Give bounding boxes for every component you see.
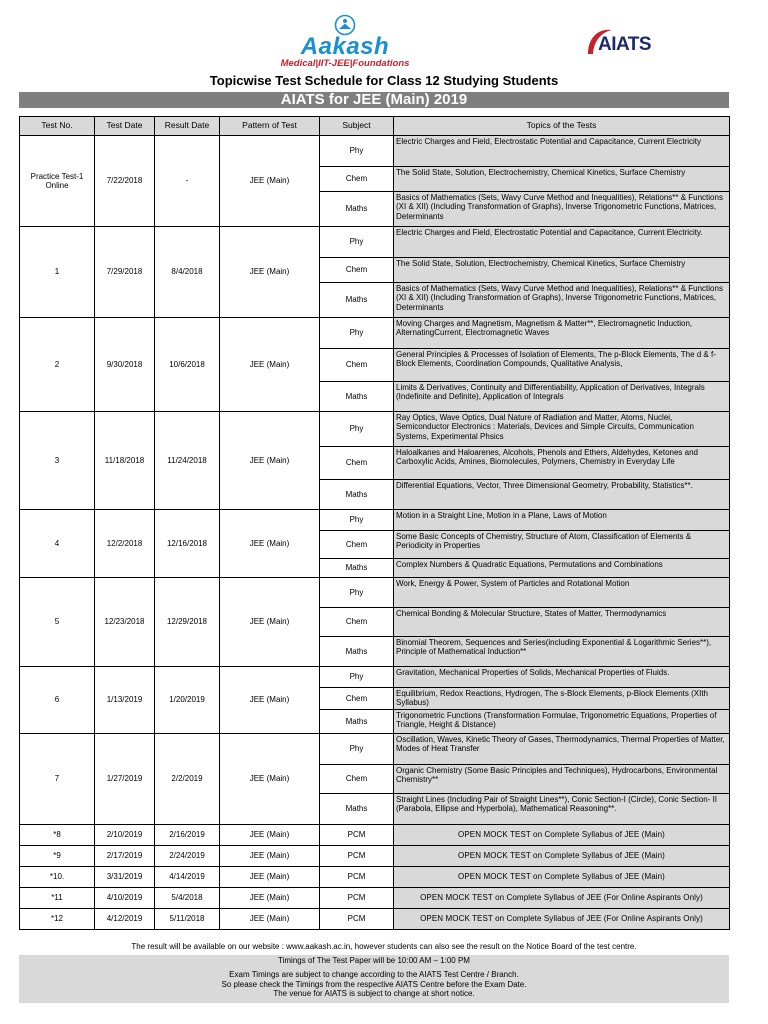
test-no-cell: *11 xyxy=(20,887,95,908)
topics-cell: Ray Optics, Wave Optics, Dual Nature of Radiation and Matter, Atoms, Nuclei, Semiconductor Electronics : Materials, Devices and Simple Circuits, Communication Systems, Experimental Phsics xyxy=(394,412,730,447)
subject-cell: Phy xyxy=(320,227,394,258)
result-date-cell: 8/4/2018 xyxy=(155,227,220,318)
aakash-tagline: Medical|IIT-JEE|Foundations xyxy=(280,58,410,69)
table-row xyxy=(20,845,730,866)
test-date-cell: 9/30/2018 xyxy=(95,318,155,412)
topics-cell: Oscillation, Waves, Kinetic Theory of Gases, Thermodynamics, Thermal Properties of Matter, Modes of Heat Transfer xyxy=(394,733,730,764)
subject-cell: PCM xyxy=(320,845,394,866)
subject-cell: Chem xyxy=(320,167,394,192)
test-date-cell: 12/2/2018 xyxy=(95,510,155,578)
subject-cell: PCM xyxy=(320,887,394,908)
topics-cell: Limits & Derivatives, Continuity and Differentiability, Application of Derivatives, Integrals (Indefinite and Definite), Application of Integrals xyxy=(394,382,730,412)
topics-cell: OPEN MOCK TEST on Complete Syllabus of JEE (Main) xyxy=(394,866,730,887)
topics-cell: Basics of Mathematics (Sets, Wavy Curve Method and Inequalities), Relations** & Functions (XI & XII) (Including Transformation of Graphs), Inverse Trigonometric Functions, Matrices, Determinants xyxy=(394,192,730,227)
test-no-cell: Practice Test-1 Online xyxy=(20,136,95,227)
schedule-banner: AIATS for JEE (Main) 2019 xyxy=(19,92,729,108)
test-date-cell: 12/23/2018 xyxy=(95,578,155,667)
result-date-cell: 12/29/2018 xyxy=(155,578,220,667)
result-date-cell: 10/6/2018 xyxy=(155,318,220,412)
result-date-cell: 2/16/2019 xyxy=(155,824,220,845)
aiats-wordmark: AIATS xyxy=(598,34,652,55)
table-row xyxy=(20,908,730,929)
test-date-cell: 1/13/2019 xyxy=(95,667,155,734)
test-no-cell: 2 xyxy=(20,318,95,412)
subject-cell: PCM xyxy=(320,908,394,929)
topics-cell: Work, Energy & Power, System of Particles and Rotational Motion xyxy=(394,578,730,608)
result-note: The result will be available on our website : www.aakash.ac.in, however students can also see the result on the Notice Board of the test centre. xyxy=(131,942,637,951)
subject-cell: PCM xyxy=(320,824,394,845)
table-row xyxy=(20,318,730,349)
test-no-cell: 7 xyxy=(20,733,95,824)
pattern-cell: JEE (Main) xyxy=(220,845,320,866)
schedule-table xyxy=(19,116,730,930)
subject-cell: Maths xyxy=(320,637,394,667)
topics-cell: Trigonometric Functions (Transformation Formulae, Trigonometric Equations, Properties of Triangle, Height & Distance) xyxy=(394,709,730,733)
table-header-row xyxy=(20,117,730,136)
test-date-cell: 2/17/2019 xyxy=(95,845,155,866)
table-row xyxy=(20,136,730,167)
result-date-cell: 2/24/2019 xyxy=(155,845,220,866)
subject-cell: Maths xyxy=(320,793,394,824)
pattern-cell: JEE (Main) xyxy=(220,908,320,929)
subject-cell: Chem xyxy=(320,688,394,710)
subject-cell: Chem xyxy=(320,531,394,559)
aakash-logo xyxy=(280,14,410,76)
topics-cell: Straight Lines (Including Pair of Straight Lines**), Conic Section-I (Circle), Conic Section- II (Parabola, Ellipse and Hyperbola), Mathematical Reasoning**. xyxy=(394,793,730,824)
pattern-cell: JEE (Main) xyxy=(220,227,320,318)
test-no-cell: 4 xyxy=(20,510,95,578)
disclaimer-line: The venue for AIATS is subject to change at short notice. xyxy=(273,989,475,998)
test-no-cell: 3 xyxy=(20,412,95,510)
subject-cell: PCM xyxy=(320,866,394,887)
topics-cell: Electric Charges and Field, Electrostatic Potential and Capacitance, Current Electricity. xyxy=(394,227,730,258)
result-date-cell: 5/4/2018 xyxy=(155,887,220,908)
result-date-cell: 1/20/2019 xyxy=(155,667,220,734)
topics-cell: Equilibrium, Redox Reactions, Hydrogen, The s-Block Elements, p-Block Elements (XIth Syllabus) xyxy=(394,688,730,710)
test-date-cell: 4/12/2019 xyxy=(95,908,155,929)
subject-cell: Phy xyxy=(320,510,394,531)
topics-cell: The Solid State, Solution, Electrochemistry, Chemical Kinetics, Surface Chemistry xyxy=(394,258,730,283)
table-row xyxy=(20,412,730,447)
test-date-cell: 11/18/2018 xyxy=(95,412,155,510)
topics-cell: Motion in a Straight Line, Motion in a Plane, Laws of Motion xyxy=(394,510,730,531)
aakash-emblem-icon xyxy=(334,14,356,36)
disclaimer-line: Exam Timings are subject to change according to the AIATS Test Centre / Branch. xyxy=(229,970,519,979)
subject-cell: Phy xyxy=(320,733,394,764)
pattern-cell: JEE (Main) xyxy=(220,318,320,412)
table-row xyxy=(20,510,730,531)
disclaimer xyxy=(19,967,729,1003)
result-date-cell: 11/24/2018 xyxy=(155,412,220,510)
pattern-cell: JEE (Main) xyxy=(220,667,320,734)
test-no-cell: *9 xyxy=(20,845,95,866)
topics-cell: Differential Equations, Vector, Three Dimensional Geometry, Probability, Statistics**. xyxy=(394,480,730,510)
subject-cell: Chem xyxy=(320,447,394,480)
topics-cell: Complex Numbers & Quadratic Equations, Permutations and Combinations xyxy=(394,559,730,578)
col-header-pattern: Pattern of Test xyxy=(220,117,320,136)
pattern-cell: JEE (Main) xyxy=(220,578,320,667)
topics-cell: Binomial Theorem, Sequences and Series(including Exponential & Logarithmic Series**), Principle of Mathematical Induction** xyxy=(394,637,730,667)
subject-cell: Phy xyxy=(320,578,394,608)
topics-cell: General Principles & Processes of Isolation of Elements, The p-Block Elements, The d & f- Block Elements, Coordination Compounds, Qualitative Analysis, xyxy=(394,349,730,382)
timing-note: Timings of The Test Paper will be 10:00 AM – 1:00 PM xyxy=(19,955,729,967)
topics-cell: OPEN MOCK TEST on Complete Syllabus of JEE (Main) xyxy=(394,845,730,866)
topics-cell: OPEN MOCK TEST on Complete Syllabus of JEE (For Online Aspirants Only) xyxy=(394,887,730,908)
table-row xyxy=(20,227,730,258)
topics-cell: Haloalkanes and Haloarenes, Alcohols, Phenols and Ethers, Aldehydes, Ketones and Carboxylic Acids, Amines, Biomolecules, Polymers, Chemistry in Everyday Life xyxy=(394,447,730,480)
subject-cell: Phy xyxy=(320,412,394,447)
test-no-cell: 5 xyxy=(20,578,95,667)
test-date-cell: 7/29/2018 xyxy=(95,227,155,318)
col-header-subject: Subject xyxy=(320,117,394,136)
topics-cell: OPEN MOCK TEST on Complete Syllabus of JEE (Main) xyxy=(394,824,730,845)
table-row xyxy=(20,824,730,845)
topics-cell: Electric Charges and Field, Electrostatic Potential and Capacitance, Current Electricity xyxy=(394,136,730,167)
subject-cell: Maths xyxy=(320,559,394,578)
table-row xyxy=(20,578,730,608)
subject-cell: Maths xyxy=(320,709,394,733)
subject-cell: Phy xyxy=(320,136,394,167)
table-row xyxy=(20,667,730,688)
subject-cell: Maths xyxy=(320,382,394,412)
result-date-cell: 4/14/2019 xyxy=(155,866,220,887)
table-row xyxy=(20,866,730,887)
result-date-cell: 12/16/2018 xyxy=(155,510,220,578)
pattern-cell: JEE (Main) xyxy=(220,510,320,578)
disclaimer-line: So please check the Timings from the respective AIATS Centre before the Exam Date. xyxy=(221,979,527,989)
pattern-cell: JEE (Main) xyxy=(220,136,320,227)
subject-cell: Chem xyxy=(320,764,394,793)
result-date-cell: 5/11/2018 xyxy=(155,908,220,929)
topics-cell: Moving Charges and Magnetism, Magnetism & Matter**, Electromagnetic Induction, AlternatingCurrent, Electromagnetic Waves xyxy=(394,318,730,349)
pattern-cell: JEE (Main) xyxy=(220,733,320,824)
topics-cell: Chemical Bonding & Molecular Structure, States of Matter, Thermodynamics xyxy=(394,608,730,637)
subject-cell: Chem xyxy=(320,258,394,283)
pattern-cell: JEE (Main) xyxy=(220,412,320,510)
topics-cell: OPEN MOCK TEST on Complete Syllabus of JEE (For Online Aspirants Only) xyxy=(394,908,730,929)
subject-cell: Maths xyxy=(320,192,394,227)
page-title: Topicwise Test Schedule for Class 12 Studying Students xyxy=(209,73,559,88)
col-header-test-no: Test No. xyxy=(20,117,95,136)
topics-cell: Some Basic Concepts of Chemistry, Structure of Atom, Classification of Elements & Periodicity in Properties xyxy=(394,531,730,559)
test-date-cell: 3/31/2019 xyxy=(95,866,155,887)
pattern-cell: JEE (Main) xyxy=(220,887,320,908)
aakash-wordmark: Aakash xyxy=(300,33,390,60)
test-no-cell: 6 xyxy=(20,667,95,734)
result-date-cell: 2/2/2019 xyxy=(155,733,220,824)
pattern-cell: JEE (Main) xyxy=(220,824,320,845)
test-date-cell: 4/10/2019 xyxy=(95,887,155,908)
topics-cell: Gravitation, Mechanical Properties of Solids, Mechanical Properties of Fluids. xyxy=(394,667,730,688)
test-date-cell: 2/10/2019 xyxy=(95,824,155,845)
result-date-cell: - xyxy=(155,136,220,227)
test-no-cell: *12 xyxy=(20,908,95,929)
test-date-cell: 7/22/2018 xyxy=(95,136,155,227)
table-row xyxy=(20,887,730,908)
aiats-logo xyxy=(584,24,674,62)
subject-cell: Maths xyxy=(320,283,394,318)
test-no-cell: 1 xyxy=(20,227,95,318)
test-no-cell: *8 xyxy=(20,824,95,845)
col-header-topics: Topics of the Tests xyxy=(394,117,730,136)
test-no-cell: *10. xyxy=(20,866,95,887)
table-row xyxy=(20,733,730,764)
topics-cell: Organic Chemistry (Some Basic Principles and Techniques), Hydrocarbons, Environmental Chemistry** xyxy=(394,764,730,793)
subject-cell: Chem xyxy=(320,608,394,637)
col-header-test-date: Test Date xyxy=(95,117,155,136)
subject-cell: Maths xyxy=(320,480,394,510)
subject-cell: Phy xyxy=(320,318,394,349)
topics-cell: The Solid State, Solution, Electrochemistry, Chemical Kinetics, Surface Chemistry xyxy=(394,167,730,192)
test-date-cell: 1/27/2019 xyxy=(95,733,155,824)
pattern-cell: JEE (Main) xyxy=(220,866,320,887)
col-header-result-date: Result Date xyxy=(155,117,220,136)
topics-cell: Basics of Mathematics (Sets, Wavy Curve Method and Inequalities), Relations** & Functions (XI & XII) (Including Transformation of Graphs), Inverse Trigonometric Functions, Matrices, Determinants xyxy=(394,283,730,318)
subject-cell: Phy xyxy=(320,667,394,688)
subject-cell: Chem xyxy=(320,349,394,382)
